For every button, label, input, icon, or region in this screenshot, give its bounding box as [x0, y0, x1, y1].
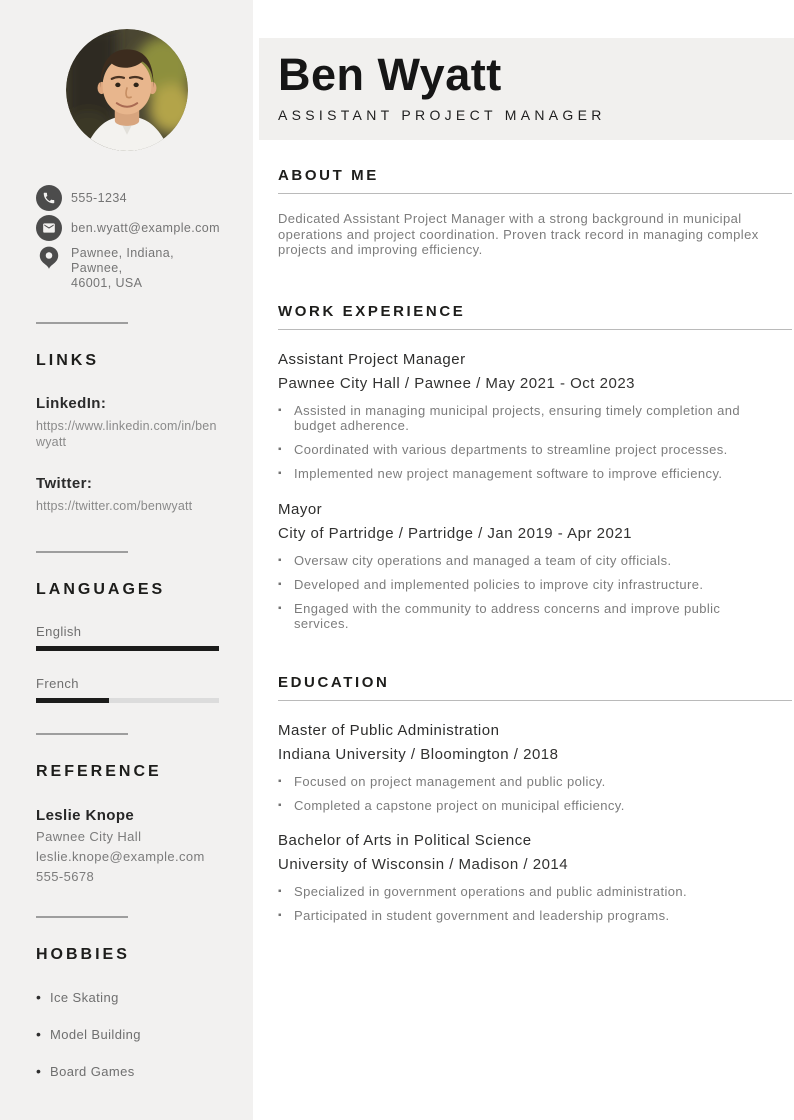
job-bullets	[278, 553, 792, 632]
language-level-fill	[36, 698, 109, 703]
degree-meta: Indiana University / Bloomington / 2018	[278, 745, 559, 763]
work-experience-section	[278, 303, 792, 632]
language-item-english	[36, 624, 219, 651]
contact-phone-row	[36, 185, 253, 211]
degree-title: Master of Public Administration	[278, 721, 500, 739]
degree-title: Bachelor of Arts in Political Science	[278, 832, 532, 849]
education-entry	[278, 722, 792, 814]
address	[71, 246, 221, 291]
divider	[36, 551, 128, 553]
phone-icon	[36, 185, 62, 211]
twitter-url[interactable]: https://twitter.com/benwyatt	[36, 499, 193, 513]
hobby-item: • Ice Skating	[36, 990, 253, 1005]
contact-info	[36, 185, 253, 291]
job-entry	[278, 501, 792, 632]
twitter-label: Twitter:	[36, 475, 93, 492]
job-bullet: ▪ Coordinated with various departments to streamline project processes.	[278, 442, 778, 458]
links-heading: LINKS	[36, 352, 99, 369]
phone-number: 555-1234	[71, 190, 128, 205]
section-rule	[278, 193, 792, 194]
job-role-subtitle: ASSISTANT PROJECT MANAGER	[278, 107, 606, 123]
degree-bullets	[278, 884, 792, 924]
job-bullet: ▪ Engaged with the community to address concerns and improve public services.	[278, 601, 778, 632]
contact-address-row	[36, 245, 253, 291]
degree-bullet: ▪ Participated in student government and leadership programs.	[278, 908, 778, 924]
job-bullet: ▪ Oversaw city operations and managed a team of city officials.	[278, 553, 778, 569]
email-icon	[36, 215, 62, 241]
hobbies-heading: HOBBIES	[36, 945, 130, 963]
education-section	[278, 674, 792, 924]
job-meta: City of Partridge / Partridge / Jan 2019 - Apr 2021	[278, 524, 633, 542]
language-level-bar	[36, 646, 219, 651]
address-line-1: Pawnee, Indiana, Pawnee,	[71, 246, 175, 275]
email-address: ben.wyatt@example.com	[71, 220, 220, 235]
job-bullets	[278, 403, 792, 482]
section-rule	[278, 700, 792, 701]
job-bullet: ▪ Assisted in managing municipal projects, ensuring timely completion and budget adherence.	[278, 403, 778, 434]
profile-photo-illustration	[66, 29, 188, 151]
divider	[36, 916, 128, 918]
about-section	[278, 167, 792, 258]
job-meta: Pawnee City Hall / Pawnee / May 2021 - Oct 2023	[278, 374, 636, 392]
sidebar	[0, 0, 253, 1120]
degree-bullet: ▪ Focused on project management and public policy.	[278, 774, 778, 790]
linkedin-url[interactable]: https://www.linkedin.com/in/benwyatt	[36, 419, 217, 449]
language-name: English	[36, 623, 82, 639]
linkedin-label: LinkedIn:	[36, 395, 107, 412]
header-band	[259, 38, 794, 140]
section-rule	[278, 329, 792, 330]
reference-name: Leslie Knope	[36, 806, 135, 824]
hobby-item: • Board Games	[36, 1064, 253, 1079]
location-icon	[36, 245, 62, 271]
job-bullet: ▪ Developed and implemented policies to improve city infrastructure.	[278, 577, 778, 593]
job-bullet: ▪ Implemented new project management software to improve efficiency.	[278, 466, 778, 482]
divider	[36, 322, 128, 324]
resume-main	[259, 0, 794, 1120]
divider	[36, 733, 128, 735]
language-name: French	[36, 675, 79, 691]
language-item-french	[36, 676, 219, 703]
degree-bullet: ▪ Completed a capstone project on municipal efficiency.	[278, 798, 778, 814]
address-line-2: 46001, USA	[71, 276, 143, 290]
education-entry	[278, 832, 792, 924]
hobby-list	[36, 990, 253, 1079]
education-heading: EDUCATION	[278, 673, 390, 691]
about-text: Dedicated Assistant Project Manager with a strong background in municipal operations and project coordination. Proven track record in managing complex projects and improving efficiency.	[278, 211, 759, 257]
degree-meta: University of Wisconsin / Madison / 2014	[278, 856, 569, 873]
job-title: Assistant Project Manager	[278, 350, 466, 368]
languages-heading: LANGUAGES	[36, 580, 166, 598]
main-content	[259, 167, 794, 924]
degree-bullet: ▪ Specialized in government operations and public administration.	[278, 884, 778, 900]
reference-phone: 555-5678	[36, 868, 95, 884]
language-level-fill	[36, 646, 219, 651]
page-title: Ben Wyatt	[278, 49, 502, 100]
degree-bullets	[278, 774, 792, 814]
reference-heading: REFERENCE	[36, 762, 162, 780]
reference-company: Pawnee City Hall	[36, 828, 142, 844]
contact-email-row	[36, 215, 253, 241]
hobby-item: • Model Building	[36, 1027, 253, 1042]
job-title: Mayor	[278, 500, 323, 518]
reference-email: leslie.knope@example.com	[36, 848, 205, 864]
language-level-bar	[36, 698, 219, 703]
job-entry	[278, 351, 792, 482]
profile-photo	[66, 29, 188, 151]
work-experience-heading: WORK EXPERIENCE	[278, 302, 466, 320]
about-heading: ABOUT ME	[278, 167, 379, 184]
